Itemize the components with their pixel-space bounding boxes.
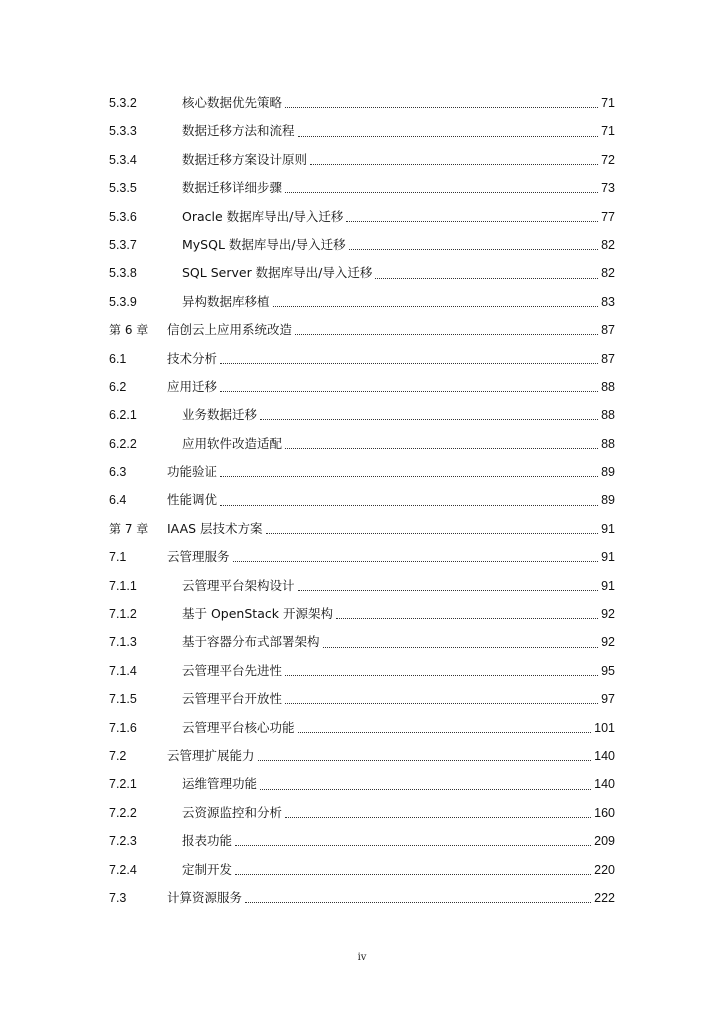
toc-dot-leader bbox=[266, 532, 599, 534]
page-number: iv bbox=[357, 952, 367, 963]
toc-dot-leader bbox=[220, 504, 598, 506]
toc-entry-title: 技术分析 bbox=[167, 350, 218, 366]
toc-entry[interactable] bbox=[109, 685, 615, 713]
toc-entry[interactable] bbox=[109, 316, 615, 344]
toc-entry-number: 第 6 章 bbox=[109, 323, 149, 338]
toc-entry-number: 6.3 bbox=[109, 465, 127, 480]
toc-entry-title: SQL Server 数据库导出/导入迁移 bbox=[182, 265, 373, 281]
toc-entry-title: 报表功能 bbox=[182, 833, 233, 849]
toc-entry-page: 92 bbox=[601, 635, 615, 650]
toc-entry-number: 5.3.3 bbox=[109, 124, 137, 139]
toc-entry-number: 6.2.2 bbox=[109, 436, 137, 451]
toc-entry[interactable] bbox=[109, 401, 615, 429]
toc-entry-page: 87 bbox=[601, 351, 615, 366]
toc-entry-number: 7.1.5 bbox=[109, 692, 137, 707]
toc-entry-page: 82 bbox=[601, 237, 615, 252]
toc-entry-number: 7.2.4 bbox=[109, 862, 137, 877]
toc-entry-page: 95 bbox=[601, 663, 615, 678]
toc-entry-page: 71 bbox=[601, 124, 615, 139]
toc-entry[interactable] bbox=[109, 345, 615, 373]
toc-dot-leader bbox=[220, 390, 598, 392]
toc-entry-page: 160 bbox=[594, 805, 615, 820]
toc-entry-title: 云管理平台架构设计 bbox=[182, 577, 295, 593]
toc-entry[interactable] bbox=[109, 827, 615, 855]
toc-entry-page: 82 bbox=[601, 266, 615, 281]
toc-entry-title: 基于容器分布式部署架构 bbox=[182, 634, 320, 650]
toc-entry-number: 6.2 bbox=[109, 379, 127, 394]
toc-dot-leader bbox=[310, 163, 598, 165]
toc-entry-page: 220 bbox=[594, 862, 615, 877]
toc-entry-number: 6.1 bbox=[109, 351, 127, 366]
toc-dot-leader bbox=[285, 816, 591, 818]
toc-dot-leader bbox=[323, 646, 599, 648]
toc-dot-leader bbox=[260, 788, 591, 790]
toc-entry-page: 89 bbox=[601, 465, 615, 480]
toc-entry-title: 云资源监控和分析 bbox=[182, 804, 283, 820]
toc-entry-title: 运维管理功能 bbox=[182, 776, 258, 792]
toc-entry[interactable] bbox=[109, 259, 615, 287]
toc-dot-leader bbox=[298, 731, 592, 733]
toc-entry-page: 140 bbox=[594, 748, 615, 763]
toc-dot-leader bbox=[273, 305, 599, 307]
toc-entry-page: 91 bbox=[601, 578, 615, 593]
toc-entry-title: 信创云上应用系统改造 bbox=[167, 322, 293, 338]
toc-entry-title: 应用软件改造适配 bbox=[182, 435, 283, 451]
toc-entry-number: 7.2 bbox=[109, 748, 127, 763]
toc-entry-page: 89 bbox=[601, 493, 615, 508]
toc-entry-title: 功能验证 bbox=[167, 464, 218, 480]
toc-entry-title: 数据迁移方法和流程 bbox=[182, 123, 295, 139]
toc-entry[interactable] bbox=[109, 856, 615, 884]
toc-entry-number: 7.1 bbox=[109, 550, 127, 565]
toc-entry-page: 87 bbox=[601, 323, 615, 338]
toc-entry-number: 5.3.7 bbox=[109, 237, 137, 252]
toc-entry[interactable] bbox=[109, 543, 615, 571]
toc-entry-number: 7.1.6 bbox=[109, 720, 137, 735]
toc-dot-leader bbox=[346, 220, 598, 222]
toc-entry-number: 第 7 章 bbox=[109, 521, 149, 536]
toc-entry[interactable] bbox=[109, 117, 615, 145]
toc-entry-title: 云管理平台先进性 bbox=[182, 662, 283, 678]
toc-dot-leader bbox=[220, 475, 598, 477]
toc-entry[interactable] bbox=[109, 430, 615, 458]
toc-dot-leader bbox=[245, 901, 591, 903]
toc-entry-page: 97 bbox=[601, 692, 615, 707]
toc-entry-title: 数据迁移详细步骤 bbox=[182, 180, 283, 196]
toc-entry-page: 71 bbox=[601, 96, 615, 110]
toc-entry-title: 云管理平台开放性 bbox=[182, 691, 283, 707]
toc-entry-number: 6.4 bbox=[109, 493, 127, 508]
toc-entry-title: 云管理扩展能力 bbox=[167, 747, 255, 763]
toc-entry[interactable] bbox=[109, 742, 615, 770]
toc-entry-title: 定制开发 bbox=[182, 861, 233, 877]
toc-entry[interactable] bbox=[109, 288, 615, 316]
toc-dot-leader bbox=[298, 135, 599, 137]
toc-entry-page: 88 bbox=[601, 436, 615, 451]
toc-entry-title: 应用迁移 bbox=[167, 378, 218, 394]
toc-entry-page: 88 bbox=[601, 408, 615, 423]
toc-entry[interactable] bbox=[109, 89, 615, 117]
toc-entry-title: MySQL 数据库导出/导入迁移 bbox=[182, 236, 346, 252]
toc-dot-leader bbox=[375, 277, 598, 279]
toc-entry-number: 6.2.1 bbox=[109, 408, 137, 423]
toc-entry-number: 5.3.8 bbox=[109, 266, 137, 281]
toc-entry[interactable] bbox=[109, 515, 615, 543]
toc-dot-leader bbox=[285, 106, 598, 108]
toc-entry-number: 5.3.4 bbox=[109, 152, 137, 167]
toc-entry-title: 业务数据迁移 bbox=[182, 407, 258, 423]
toc-entry[interactable] bbox=[109, 714, 615, 742]
toc-dot-leader bbox=[295, 333, 598, 335]
toc-dot-leader bbox=[285, 447, 598, 449]
toc-entry-number: 7.1.3 bbox=[109, 635, 137, 650]
toc-entry[interactable] bbox=[109, 174, 615, 202]
toc-entry-number: 7.3 bbox=[109, 890, 127, 905]
toc-dot-leader bbox=[298, 589, 599, 591]
toc-entry-number: 5.3.6 bbox=[109, 209, 137, 224]
toc-entry-number: 7.1.2 bbox=[109, 607, 137, 622]
toc-entry-number: 7.2.1 bbox=[109, 777, 137, 792]
toc-entry[interactable] bbox=[109, 373, 615, 401]
toc-dot-leader bbox=[233, 560, 599, 562]
table-of-contents bbox=[109, 89, 615, 912]
toc-dot-leader bbox=[220, 362, 598, 364]
toc-entry-page: 72 bbox=[601, 152, 615, 167]
toc-entry-number: 5.3.2 bbox=[109, 96, 137, 110]
toc-dot-leader bbox=[258, 759, 592, 761]
toc-dot-leader bbox=[285, 674, 598, 676]
toc-entry[interactable] bbox=[109, 884, 615, 912]
toc-entry-title: 云管理平台核心功能 bbox=[182, 719, 295, 735]
toc-entry-number: 5.3.9 bbox=[109, 294, 137, 309]
toc-entry-number: 7.1.1 bbox=[109, 578, 137, 593]
toc-entry-page: 77 bbox=[601, 209, 615, 224]
toc-entry[interactable] bbox=[109, 146, 615, 174]
toc-entry-page: 88 bbox=[601, 379, 615, 394]
toc-entry-title: 性能调优 bbox=[167, 492, 218, 508]
toc-entry-page: 140 bbox=[594, 777, 615, 792]
toc-entry[interactable] bbox=[109, 600, 615, 628]
toc-entry-title: Oracle 数据库导出/导入迁移 bbox=[182, 208, 344, 224]
toc-entry[interactable] bbox=[109, 231, 615, 259]
toc-entry-title: 基于 OpenStack 开源架构 bbox=[182, 606, 333, 622]
toc-entry[interactable] bbox=[109, 458, 615, 486]
toc-entry[interactable] bbox=[109, 572, 615, 600]
toc-dot-leader bbox=[349, 248, 598, 250]
toc-entry-page: 101 bbox=[594, 720, 615, 735]
toc-entry[interactable] bbox=[109, 770, 615, 798]
toc-entry[interactable] bbox=[109, 628, 615, 656]
toc-dot-leader bbox=[336, 617, 598, 619]
toc-dot-leader bbox=[235, 873, 591, 875]
toc-entry-number: 7.2.2 bbox=[109, 805, 137, 820]
toc-entry[interactable] bbox=[109, 799, 615, 827]
toc-entry-title: 核心数据优先策略 bbox=[182, 95, 283, 110]
toc-entry-number: 7.2.3 bbox=[109, 834, 137, 849]
toc-dot-leader bbox=[285, 702, 598, 704]
toc-dot-leader bbox=[260, 418, 598, 420]
toc-entry-number: 5.3.5 bbox=[109, 181, 137, 196]
toc-entry-page: 91 bbox=[601, 521, 615, 536]
toc-entry[interactable] bbox=[109, 486, 615, 514]
toc-entry-page: 91 bbox=[601, 550, 615, 565]
toc-entry[interactable] bbox=[109, 657, 615, 685]
toc-entry-title: 异构数据库移植 bbox=[182, 293, 270, 309]
toc-entry-title: 计算资源服务 bbox=[167, 889, 243, 905]
toc-entry-title: 数据迁移方案设计原则 bbox=[182, 151, 308, 167]
toc-dot-leader bbox=[285, 191, 598, 193]
toc-dot-leader bbox=[235, 844, 591, 846]
toc-entry[interactable] bbox=[109, 203, 615, 231]
toc-entry-number: 7.1.4 bbox=[109, 663, 137, 678]
toc-entry-page: 83 bbox=[601, 294, 615, 309]
toc-entry-title: IAAS 层技术方案 bbox=[167, 520, 263, 536]
toc-entry-title: 云管理服务 bbox=[167, 549, 230, 565]
toc-entry-page: 209 bbox=[594, 834, 615, 849]
toc-entry-page: 73 bbox=[601, 181, 615, 196]
toc-entry-page: 222 bbox=[594, 890, 615, 905]
toc-entry-page: 92 bbox=[601, 607, 615, 622]
